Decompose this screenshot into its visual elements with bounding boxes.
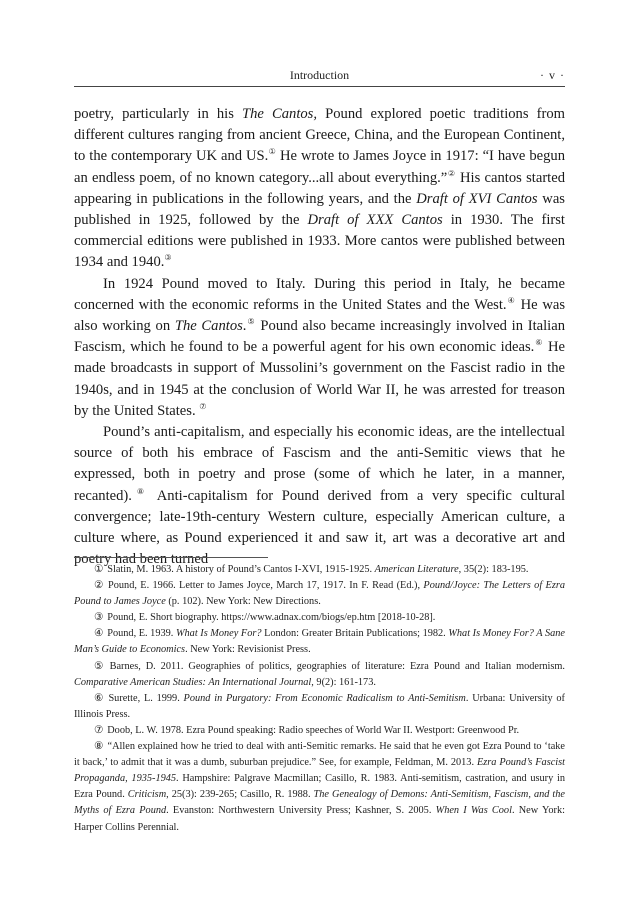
footnote-1: ① Slatin, M. 1963. A history of Pound’s Cantos I-XVI, 1915-1925. American Literature, 35(2): 183-195. <box>94 564 529 575</box>
footnote-4: ④ Pound, E. 1939. What Is Money For? London: Greater Britain Publications; 1982. What Is Money For? A Sane Man’s Guide to Economics. New York: Revisionist Press. <box>74 628 565 656</box>
footnote-marker: ⑧ <box>94 741 104 753</box>
footnote-ref-3[interactable]: ③ <box>164 253 172 263</box>
footnote-2: ② Pound, E. 1966. Letter to James Joyce, March 17, 1917. In F. Read (Ed.), Pound/Joyce: The Letters of Ezra Pound to James Joyce (p. 102). New York: New Directions. <box>74 580 565 608</box>
footnote-ref-7[interactable]: ⑦ <box>199 401 207 411</box>
body-text <box>74 104 565 570</box>
footnote-ref-2[interactable]: ② <box>447 168 456 178</box>
footnote-marker: ⑥ <box>94 692 105 704</box>
footnote-ref-5[interactable]: ⑤ <box>246 317 256 327</box>
footnote-7: ⑦ Doob, L. W. 1978. Ezra Pound speaking: Radio speeches of World War II. Westport: Greenwood Pr. <box>94 724 520 736</box>
footnote-ref-1[interactable]: ① <box>268 147 277 157</box>
running-header-title: Introduction <box>289 68 350 82</box>
header-rule <box>74 86 565 87</box>
footnote-marker: ⑦ <box>94 724 104 736</box>
paragraph-2: In 1924 Pound moved to Italy. During this period in Italy, he became concerned with the economic reforms in the United States and the West.④ He was also working on The Cantos.⑤ Pound also became increasingly involved in Italian Fascism, which he found to be a powerful agent for his own economic ideas.⑥ He made broadcasts in support of Mussolini’s government on the Fascist radio in the 1940s, and in 1945 at the conclusion of World War II, he was arrested for treason by the United States. ⑦ <box>74 275 566 419</box>
footnote-3 <box>74 610 565 626</box>
page-number: · v · <box>540 68 565 82</box>
footnote-marker: ⑤ <box>94 660 106 672</box>
footnote-6: ⑥ Surette, L. 1999. Pound in Purgatory: From Economic Radicalism to Anti-Semitism. Urbana: University of Illinois Press. <box>74 692 565 720</box>
footnotes <box>74 562 565 836</box>
footnote-8: ⑧ “Allen explained how he tried to deal with anti-Semitic remarks. He said that he even got Ezra Pound to ‘take it back,’ to admit that it was a dumb, suburban prejudice.” See, for example, Feldman, M. 2013. Ezra Pound’s Fascist Propaganda, 1935-1945. Hampshire: Palgrave Macmillan; Casillo, R. 1983. Anti-semitism, castration, and usury in Ezra Pound. Criticism, 25(3): 239-265; Casillo, R. 1988. The Genealogy of Demons: Anti-Semitism, Fascism, and the Myths of Ezra Pound. Evanston: Northwestern University Press; Kashner, S. 2005. When I Was Cool. New York: Harper Collins Perennial. <box>74 741 566 833</box>
paragraph-3: Pound’s anti-capitalism, and especially his economic ideas, are the intellectual source of both his embrace of Fascism and the anti-Semitic views that he expressed, both in poetry and prose (some of which he later, in a manner, recanted).⑧ Anti-capitalism for Pound derived from a very specific cultural convergence; late-19th-century Western culture, especially American culture, a culture where, as Pound experienced it and saw it, art was a decorative art and poetry had been turned <box>74 424 566 568</box>
footnote-ref-4[interactable]: ④ <box>506 295 516 305</box>
footnote-link: Pound, E. Short biography. https://www.adnax.com/biogs/ep.htm [2018-10-28]. <box>107 612 436 624</box>
footnote-marker: ① <box>94 564 104 575</box>
footnote-marker: ② <box>94 580 105 592</box>
footnote-5: ⑤ Barnes, D. 2011. Geographies of politics, geographies of literature: Ezra Pound and Italian modernism. Comparative American Studies: An International Journal, 9(2): 161-173. <box>74 660 565 688</box>
footnote-ref-8[interactable]: ⑧ <box>131 486 149 496</box>
footnote-ref-6[interactable]: ⑥ <box>534 338 544 348</box>
running-header <box>74 66 565 86</box>
paragraph-1: poetry, particularly in his The Cantos, Pound explored poetic traditions from different cultures ranging from ancient Greece, China, and the European Continent, to the contemporary UK and US.① He wrote to James Joyce in 1917: “I have begun an endless poem, of no known category...all about everything.”② His cantos started appearing in publications in the following years, and the Draft of XVI Cantos was published in 1925, followed by the Draft of XXX Cantos in 1930. The first commercial editions were published in 1933. More cantos were published between 1934 and 1940.③ <box>74 106 566 271</box>
footnote-marker: ③ <box>94 612 104 624</box>
footnote-marker: ④ <box>94 628 104 640</box>
footnote-rule <box>74 557 268 558</box>
